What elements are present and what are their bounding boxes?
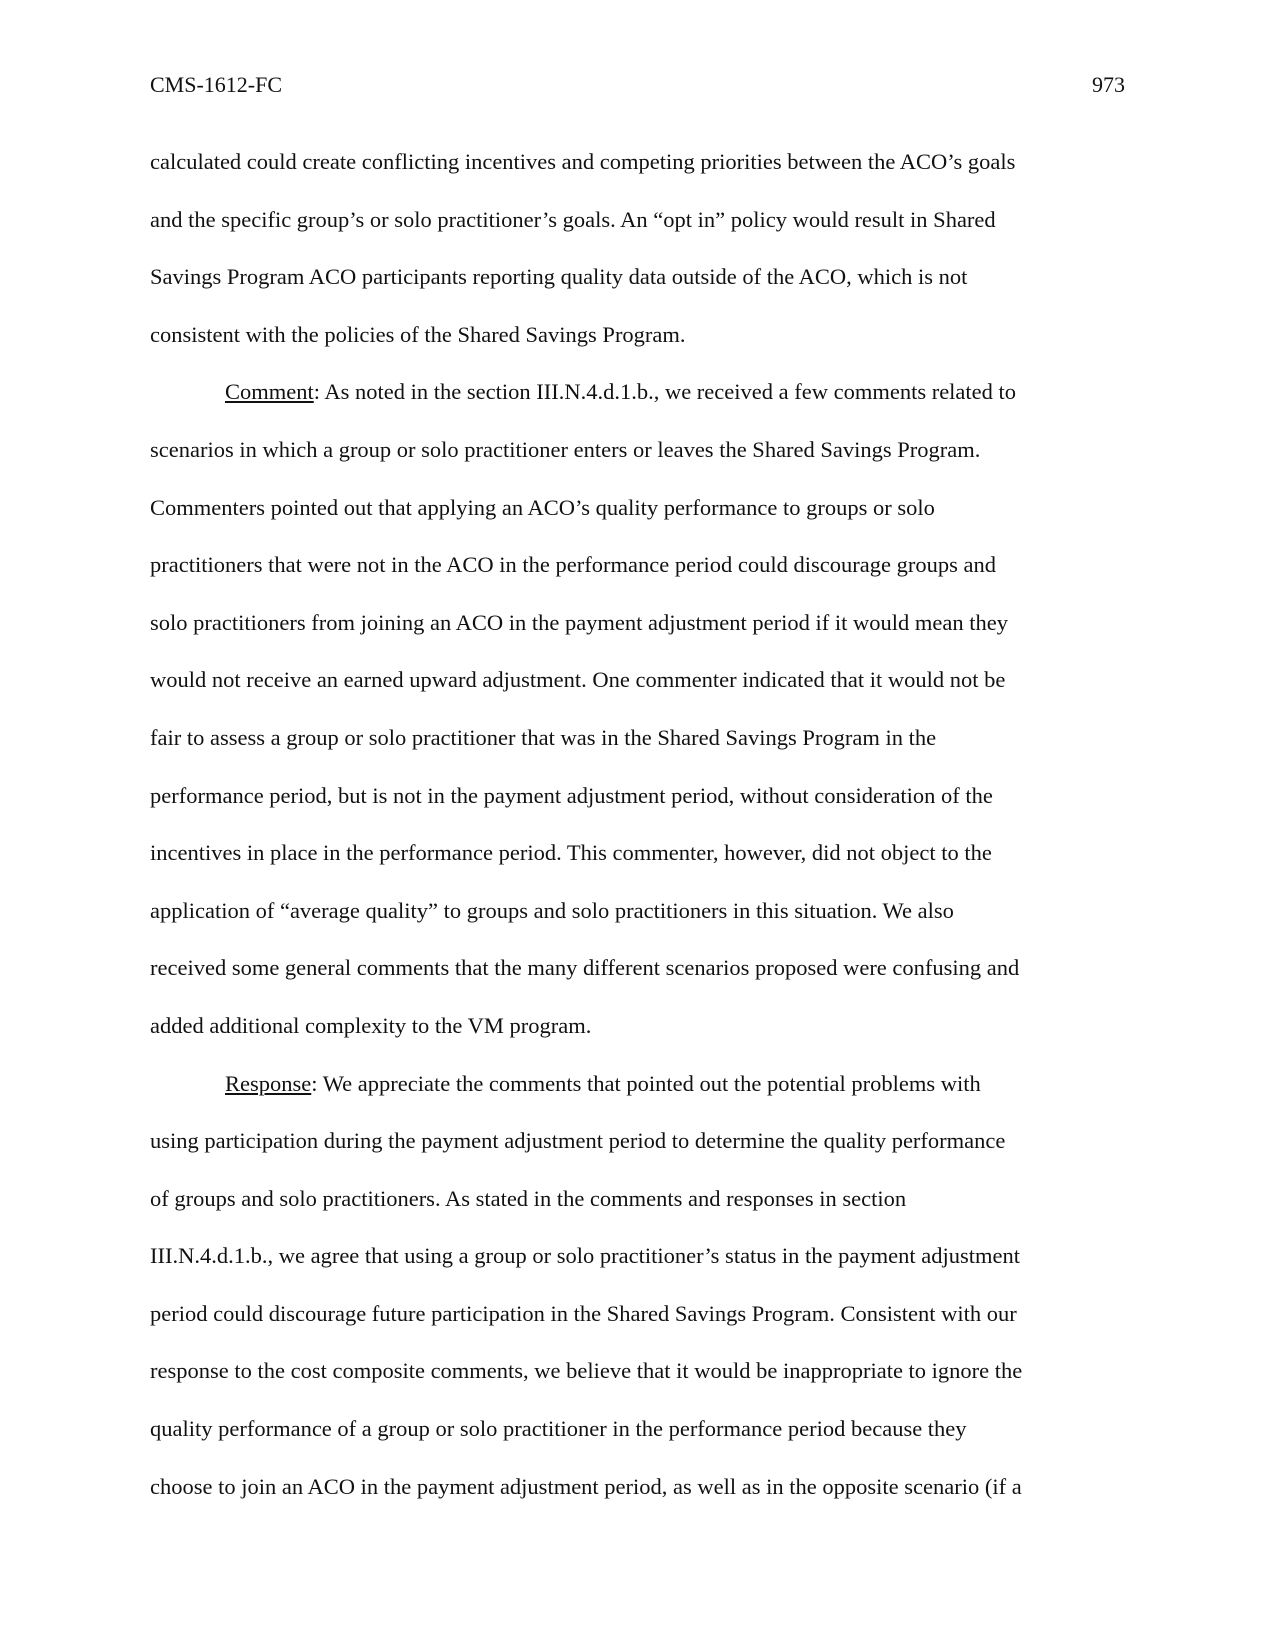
- text-line: scenarios in which a group or solo practitioner enters or leaves the Shared Savings Program.: [150, 436, 981, 462]
- text-line: incentives in place in the performance period. This commenter, however, did not object to the: [150, 840, 992, 866]
- text-line: and the specific group’s or solo practitioner’s goals. An “opt in” policy would result in Shared: [150, 206, 996, 232]
- page-number: 973: [1092, 72, 1125, 97]
- text-line: Savings Program ACO participants reporting quality data outside of the ACO, which is not: [150, 264, 968, 290]
- text-line: III.N.4.d.1.b., we agree that using a group or solo practitioner’s status in the payment adjustment: [150, 1243, 1021, 1269]
- text-line: calculated could create conflicting incentives and competing priorities between the ACO’s goals: [150, 149, 1016, 174]
- text-line: period could discourage future participation in the Shared Savings Program. Consistent with our: [150, 1300, 1017, 1326]
- body-text: [150, 147, 1130, 1529]
- text-line: using participation during the payment adjustment period to determine the quality performance: [150, 1128, 1006, 1154]
- text-line: received some general comments that the many different scenarios proposed were confusing and: [150, 955, 1020, 981]
- comment-paragraph-start: Comment: As noted in the section III.N.4.d.1.b., we received a few comments related to: [225, 379, 1017, 405]
- comment-heading: Comment: [225, 379, 314, 405]
- text-line: of groups and solo practitioners. As stated in the comments and responses in section: [150, 1185, 907, 1211]
- response-paragraph-start: Response: We appreciate the comments that pointed out the potential problems with: [225, 1070, 981, 1096]
- text-line: consistent with the policies of the Shared Savings Program.: [150, 321, 686, 347]
- text-line: fair to assess a group or solo practitioner that was in the Shared Savings Program in the: [150, 724, 937, 750]
- text-line: practitioners that were not in the ACO in the performance period could discourage groups and: [150, 552, 996, 578]
- text-line: response to the cost composite comments, we believe that it would be inappropriate to ignore the: [150, 1358, 1023, 1384]
- text-line: choose to join an ACO in the payment adjustment period, as well as in the opposite scenario (if a: [150, 1473, 1022, 1499]
- text-line: application of “average quality” to groups and solo practitioners in this situation. We also: [150, 897, 954, 923]
- document-id: CMS-1612-FC: [150, 72, 283, 97]
- text-line: Commenters pointed out that applying an ACO’s quality performance to groups or solo: [150, 494, 935, 520]
- text-line: solo practitioners from joining an ACO in the payment adjustment period if it would mean they: [150, 609, 1008, 635]
- text-line: performance period, but is not in the payment adjustment period, without consideration of the: [150, 782, 993, 808]
- response-heading: Response: [225, 1070, 312, 1096]
- text-line: quality performance of a group or solo practitioner in the performance period because they: [150, 1416, 967, 1442]
- text-line: would not receive an earned upward adjustment. One commenter indicated that it would not be: [150, 667, 1006, 693]
- text-line: added additional complexity to the VM program.: [150, 1012, 592, 1038]
